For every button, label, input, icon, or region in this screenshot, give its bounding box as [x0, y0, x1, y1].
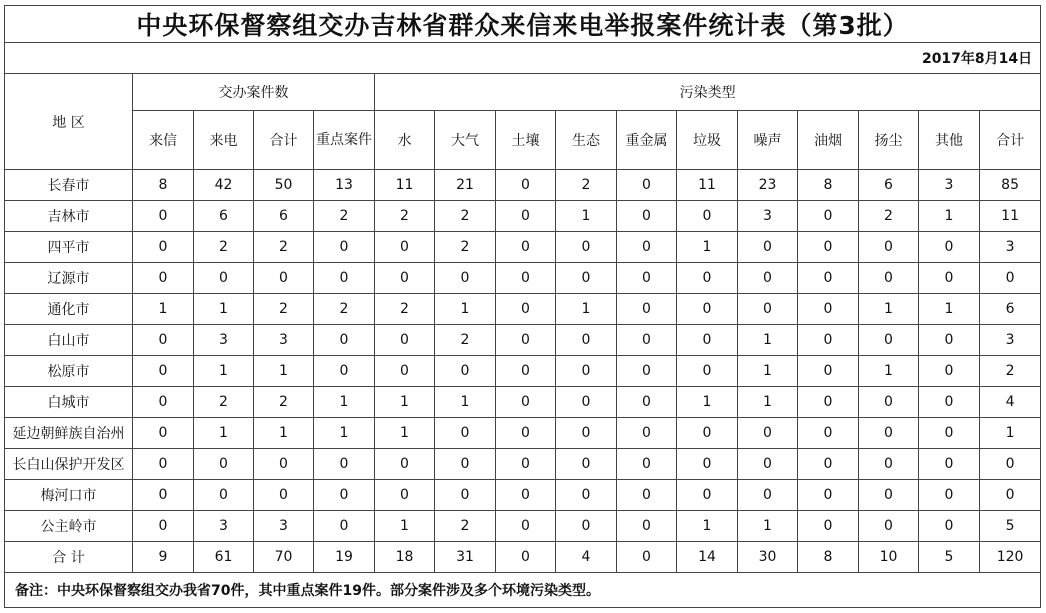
- value-cell: 1: [435, 294, 496, 325]
- value-cell: 1: [194, 356, 254, 387]
- value-cell: 0: [133, 418, 194, 449]
- table-row: [5, 418, 1041, 449]
- value-cell: 2: [194, 232, 254, 263]
- value-cell: 0: [859, 232, 919, 263]
- value-cell: 0: [435, 263, 496, 294]
- value-cell: 0: [133, 356, 194, 387]
- value-cell: 0: [617, 418, 677, 449]
- value-cell: 0: [375, 325, 435, 356]
- value-cell: 2: [194, 387, 254, 418]
- value-cell: 2: [435, 201, 496, 232]
- value-cell: 0: [980, 449, 1041, 480]
- region-cell: 长春市: [5, 170, 133, 201]
- value-cell: 2: [435, 325, 496, 356]
- value-cell: 0: [617, 511, 677, 542]
- col-header-garbage: 垃圾: [677, 111, 738, 170]
- value-cell: 0: [617, 356, 677, 387]
- col-header-air: 大气: [435, 111, 496, 170]
- value-cell: 2: [254, 232, 314, 263]
- value-cell: 0: [556, 387, 617, 418]
- value-cell: 1: [556, 294, 617, 325]
- value-cell: 1: [435, 387, 496, 418]
- value-cell: 0: [980, 480, 1041, 511]
- value-cell: 0: [859, 511, 919, 542]
- value-cell: 0: [556, 418, 617, 449]
- table-row: [5, 170, 1041, 201]
- value-cell: 0: [375, 263, 435, 294]
- value-cell: 11: [980, 201, 1041, 232]
- value-cell: 0: [556, 263, 617, 294]
- value-cell: 0: [859, 418, 919, 449]
- value-cell: 0: [919, 480, 980, 511]
- value-cell: 3: [194, 511, 254, 542]
- value-cell: 0: [919, 418, 980, 449]
- value-cell: 1: [194, 294, 254, 325]
- value-cell: 6: [254, 201, 314, 232]
- value-cell: 0: [194, 263, 254, 294]
- value-cell: 31: [435, 542, 496, 573]
- value-cell: 0: [617, 201, 677, 232]
- value-cell: 1: [859, 294, 919, 325]
- value-cell: 1: [133, 294, 194, 325]
- value-cell: 8: [798, 170, 859, 201]
- value-cell: 1: [919, 294, 980, 325]
- value-cell: 2: [435, 511, 496, 542]
- report-date: 2017年8月14日: [5, 43, 1041, 74]
- value-cell: 0: [617, 325, 677, 356]
- value-cell: 0: [556, 356, 617, 387]
- table-row: [5, 449, 1041, 480]
- value-cell: 0: [435, 449, 496, 480]
- value-cell: 1: [254, 418, 314, 449]
- value-cell: 23: [738, 170, 798, 201]
- value-cell: 0: [798, 387, 859, 418]
- table-row: [5, 542, 1041, 573]
- value-cell: 0: [617, 294, 677, 325]
- col-header-soil: 土壤: [496, 111, 556, 170]
- value-cell: 0: [496, 232, 556, 263]
- region-header: 地 区: [5, 74, 133, 170]
- value-cell: 0: [859, 449, 919, 480]
- value-cell: 0: [133, 480, 194, 511]
- value-cell: 0: [798, 511, 859, 542]
- value-cell: 1: [194, 418, 254, 449]
- value-cell: 0: [859, 263, 919, 294]
- region-cell: 长白山保护开发区: [5, 449, 133, 480]
- region-cell: 白城市: [5, 387, 133, 418]
- page-title: 中央环保督察组交办吉林省群众来信来电举报案件统计表（第3批）: [5, 6, 1041, 43]
- col-header-fumes: 油烟: [798, 111, 859, 170]
- value-cell: 0: [556, 480, 617, 511]
- value-cell: 0: [496, 263, 556, 294]
- table-row: [5, 263, 1041, 294]
- value-cell: 0: [617, 542, 677, 573]
- value-cell: 0: [435, 480, 496, 511]
- value-cell: 1: [919, 201, 980, 232]
- table-row: [5, 325, 1041, 356]
- region-cell: 吉林市: [5, 201, 133, 232]
- cases-group-header: 交办案件数: [133, 74, 375, 111]
- value-cell: 2: [375, 294, 435, 325]
- value-cell: 0: [133, 325, 194, 356]
- value-cell: 0: [677, 263, 738, 294]
- value-cell: 0: [677, 418, 738, 449]
- value-cell: 0: [798, 449, 859, 480]
- value-cell: 3: [980, 232, 1041, 263]
- value-cell: 0: [496, 356, 556, 387]
- value-cell: 1: [980, 418, 1041, 449]
- region-cell: 白山市: [5, 325, 133, 356]
- table-row: [5, 356, 1041, 387]
- value-cell: 1: [314, 387, 375, 418]
- value-cell: 0: [496, 542, 556, 573]
- value-cell: 0: [859, 480, 919, 511]
- value-cell: 0: [435, 356, 496, 387]
- value-cell: 1: [677, 511, 738, 542]
- value-cell: 0: [919, 263, 980, 294]
- region-cell: 通化市: [5, 294, 133, 325]
- value-cell: 0: [919, 232, 980, 263]
- value-cell: 2: [314, 201, 375, 232]
- value-cell: 0: [617, 480, 677, 511]
- col-header-key-cases: 重点案件: [314, 111, 375, 170]
- value-cell: 0: [677, 201, 738, 232]
- value-cell: 70: [254, 542, 314, 573]
- value-cell: 0: [617, 170, 677, 201]
- value-cell: 0: [496, 325, 556, 356]
- value-cell: 1: [859, 356, 919, 387]
- col-header-ecology: 生态: [556, 111, 617, 170]
- value-cell: 1: [677, 232, 738, 263]
- value-cell: 1: [738, 387, 798, 418]
- table-row: [5, 294, 1041, 325]
- value-cell: 0: [496, 511, 556, 542]
- value-cell: 0: [133, 263, 194, 294]
- value-cell: 0: [375, 356, 435, 387]
- value-cell: 0: [677, 449, 738, 480]
- value-cell: 0: [738, 418, 798, 449]
- region-cell: 合 计: [5, 542, 133, 573]
- value-cell: 0: [919, 511, 980, 542]
- value-cell: 1: [375, 418, 435, 449]
- value-cell: 0: [738, 294, 798, 325]
- value-cell: 0: [496, 294, 556, 325]
- value-cell: 0: [677, 294, 738, 325]
- value-cell: 2: [314, 294, 375, 325]
- value-cell: 8: [798, 542, 859, 573]
- value-cell: 0: [798, 418, 859, 449]
- table-body: [5, 170, 1041, 573]
- statistics-table: [4, 5, 1041, 608]
- value-cell: 0: [556, 325, 617, 356]
- value-cell: 0: [798, 201, 859, 232]
- pollution-group-header: 污染类型: [375, 74, 1041, 111]
- value-cell: 0: [798, 263, 859, 294]
- value-cell: 0: [133, 232, 194, 263]
- value-cell: 30: [738, 542, 798, 573]
- value-cell: 0: [919, 325, 980, 356]
- value-cell: 6: [980, 294, 1041, 325]
- value-cell: 2: [375, 201, 435, 232]
- value-cell: 1: [738, 511, 798, 542]
- value-cell: 0: [980, 263, 1041, 294]
- value-cell: 0: [617, 387, 677, 418]
- value-cell: 3: [254, 325, 314, 356]
- value-cell: 11: [677, 170, 738, 201]
- value-cell: 0: [133, 387, 194, 418]
- value-cell: 0: [314, 232, 375, 263]
- col-header-case-total: 合计: [254, 111, 314, 170]
- value-cell: 4: [556, 542, 617, 573]
- col-header-heavy-metal: 重金属: [617, 111, 677, 170]
- value-cell: 61: [194, 542, 254, 573]
- value-cell: 0: [254, 263, 314, 294]
- value-cell: 0: [798, 294, 859, 325]
- value-cell: 0: [798, 232, 859, 263]
- value-cell: 1: [738, 325, 798, 356]
- col-header-water: 水: [375, 111, 435, 170]
- col-header-dust: 扬尘: [859, 111, 919, 170]
- value-cell: 0: [496, 418, 556, 449]
- value-cell: 0: [556, 511, 617, 542]
- value-cell: 3: [254, 511, 314, 542]
- region-cell: 公主岭市: [5, 511, 133, 542]
- value-cell: 0: [375, 449, 435, 480]
- value-cell: 2: [859, 201, 919, 232]
- value-cell: 0: [496, 387, 556, 418]
- value-cell: 42: [194, 170, 254, 201]
- value-cell: 50: [254, 170, 314, 201]
- col-header-calls: 来电: [194, 111, 254, 170]
- value-cell: 0: [556, 449, 617, 480]
- col-header-pollution-total: 合计: [980, 111, 1041, 170]
- value-cell: 0: [496, 170, 556, 201]
- value-cell: 3: [919, 170, 980, 201]
- value-cell: 0: [859, 325, 919, 356]
- value-cell: 18: [375, 542, 435, 573]
- value-cell: 6: [194, 201, 254, 232]
- value-cell: 21: [435, 170, 496, 201]
- table-row: [5, 511, 1041, 542]
- value-cell: 10: [859, 542, 919, 573]
- value-cell: 0: [133, 201, 194, 232]
- value-cell: 1: [375, 387, 435, 418]
- value-cell: 1: [677, 387, 738, 418]
- value-cell: 2: [556, 170, 617, 201]
- value-cell: 1: [556, 201, 617, 232]
- value-cell: 1: [738, 356, 798, 387]
- value-cell: 1: [375, 511, 435, 542]
- region-cell: 梅河口市: [5, 480, 133, 511]
- value-cell: 4: [980, 387, 1041, 418]
- value-cell: 3: [980, 325, 1041, 356]
- value-cell: 9: [133, 542, 194, 573]
- value-cell: 0: [677, 356, 738, 387]
- footnote: 备注：中央环保督察组交办我省70件，其中重点案件19件。部分案件涉及多个环境污染类型。: [5, 573, 1041, 608]
- value-cell: 3: [738, 201, 798, 232]
- value-cell: 0: [617, 449, 677, 480]
- value-cell: 2: [254, 294, 314, 325]
- col-header-other: 其他: [919, 111, 980, 170]
- value-cell: 11: [375, 170, 435, 201]
- value-cell: 0: [314, 449, 375, 480]
- value-cell: 6: [859, 170, 919, 201]
- table-row: [5, 201, 1041, 232]
- col-header-noise: 噪声: [738, 111, 798, 170]
- value-cell: 0: [254, 449, 314, 480]
- value-cell: 5: [919, 542, 980, 573]
- value-cell: 13: [314, 170, 375, 201]
- value-cell: 0: [314, 325, 375, 356]
- table-row: [5, 480, 1041, 511]
- value-cell: 1: [314, 418, 375, 449]
- value-cell: 1: [254, 356, 314, 387]
- value-cell: 0: [133, 449, 194, 480]
- value-cell: 0: [798, 480, 859, 511]
- value-cell: 14: [677, 542, 738, 573]
- value-cell: 0: [375, 232, 435, 263]
- value-cell: 2: [435, 232, 496, 263]
- value-cell: 0: [738, 480, 798, 511]
- value-cell: 19: [314, 542, 375, 573]
- value-cell: 0: [314, 511, 375, 542]
- value-cell: 0: [617, 263, 677, 294]
- value-cell: 0: [496, 480, 556, 511]
- value-cell: 0: [798, 325, 859, 356]
- value-cell: 0: [314, 356, 375, 387]
- value-cell: 2: [980, 356, 1041, 387]
- value-cell: 0: [919, 356, 980, 387]
- value-cell: 0: [677, 480, 738, 511]
- value-cell: 2: [254, 387, 314, 418]
- value-cell: 0: [133, 511, 194, 542]
- value-cell: 0: [194, 480, 254, 511]
- value-cell: 0: [919, 449, 980, 480]
- table-row: [5, 232, 1041, 263]
- value-cell: 0: [617, 232, 677, 263]
- value-cell: 0: [314, 480, 375, 511]
- value-cell: 0: [435, 418, 496, 449]
- region-cell: 辽源市: [5, 263, 133, 294]
- value-cell: 3: [194, 325, 254, 356]
- region-cell: 松原市: [5, 356, 133, 387]
- value-cell: 120: [980, 542, 1041, 573]
- value-cell: 0: [798, 356, 859, 387]
- value-cell: 5: [980, 511, 1041, 542]
- table-row: [5, 387, 1041, 418]
- value-cell: 0: [738, 232, 798, 263]
- value-cell: 0: [677, 325, 738, 356]
- value-cell: 0: [919, 387, 980, 418]
- value-cell: 0: [738, 263, 798, 294]
- value-cell: 0: [738, 449, 798, 480]
- value-cell: 85: [980, 170, 1041, 201]
- value-cell: 0: [556, 232, 617, 263]
- value-cell: 8: [133, 170, 194, 201]
- value-cell: 0: [314, 263, 375, 294]
- value-cell: 0: [496, 449, 556, 480]
- value-cell: 0: [254, 480, 314, 511]
- region-cell: 延边朝鲜族自治州: [5, 418, 133, 449]
- value-cell: 0: [375, 480, 435, 511]
- region-cell: 四平市: [5, 232, 133, 263]
- value-cell: 0: [859, 387, 919, 418]
- col-header-letters: 来信: [133, 111, 194, 170]
- value-cell: 0: [194, 449, 254, 480]
- value-cell: 0: [496, 201, 556, 232]
